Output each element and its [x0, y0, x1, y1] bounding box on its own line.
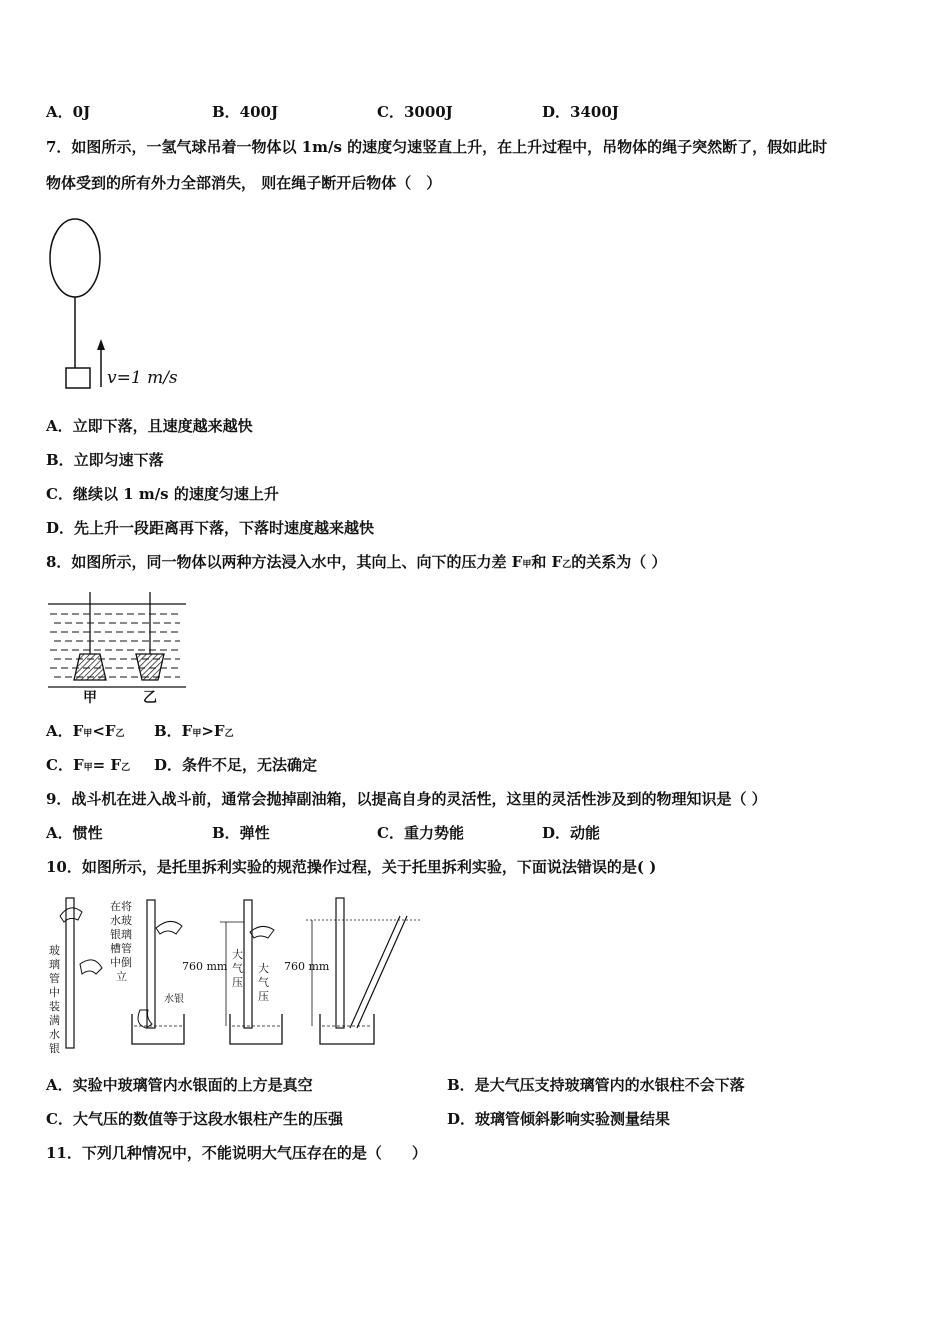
water-lines — [50, 614, 182, 677]
velocity-label: v=1 m/s — [107, 368, 178, 388]
hanging-object-box — [66, 368, 90, 388]
tube-3 — [244, 900, 252, 1028]
q9-option-a[interactable]: A．惯性 — [46, 824, 103, 842]
hand-icon-3 — [156, 921, 182, 934]
basin-4 — [320, 1014, 374, 1044]
q10-torricelli-figure — [44, 892, 424, 1057]
q6-option-c[interactable]: C．3000J — [377, 103, 453, 121]
q10-stem: 10．如图所示，是托里拆利实验的规范操作过程，关于托里拆利实验，下面说法错误的是( ) — [46, 858, 657, 876]
hand-icon-4 — [138, 1010, 152, 1028]
q6-option-d[interactable]: D．3400J — [542, 103, 619, 121]
q9-option-b[interactable]: B．弹性 — [212, 824, 270, 842]
q9-option-d[interactable]: D．动能 — [542, 824, 601, 842]
basin-3 — [230, 1014, 282, 1044]
q8-option-b[interactable]: B．F甲>F乙 — [154, 722, 234, 740]
q10-option-a[interactable]: A．实验中玻璃管内水银面的上方是真空 — [46, 1076, 313, 1094]
hand-icon — [60, 908, 82, 922]
q6-option-a[interactable]: A．0J — [46, 103, 91, 121]
q7-option-a[interactable]: A．立即下落，且速度越来越快 — [46, 417, 253, 435]
tube-4-vertical — [336, 898, 344, 1028]
hand-icon-5 — [250, 926, 274, 938]
q7-option-b[interactable]: B．立即匀速下落 — [46, 451, 164, 469]
tube-1 — [66, 898, 74, 1048]
q9-option-c[interactable]: C．重力势能 — [377, 824, 464, 842]
tube-4-tilted — [357, 916, 407, 1028]
label-fill-text: 玻璃管中装满水银 — [49, 944, 60, 1055]
label-jia: 甲 — [83, 690, 97, 705]
label-invert-text: 在将水玻银璃槽管中倒立 — [110, 900, 132, 983]
label-760mm-1: 760 mm — [182, 960, 228, 973]
label-yi: 乙 — [143, 690, 157, 705]
q7-balloon-figure — [46, 215, 196, 395]
q10-option-d[interactable]: D．玻璃管倾斜影响实验测量结果 — [447, 1110, 671, 1128]
tube-2 — [147, 900, 155, 1028]
q10-option-b[interactable]: B．是大气压支持玻璃管内的水银柱不会下落 — [447, 1076, 745, 1094]
q10-option-c[interactable]: C．大气压的数值等于这段水银柱产生的压强 — [46, 1110, 343, 1128]
label-mercury: 水银 — [164, 994, 184, 1005]
q8-option-c[interactable]: C．F甲= F乙 — [46, 756, 131, 774]
q8-stem: 8．如图所示，同一物体以两种方法浸入水中，其向上、向下的压力差 F甲和 F乙的关系为（ ） — [46, 553, 667, 571]
q8-water-figure — [46, 590, 191, 705]
q8-option-a[interactable]: A．F甲<F乙 — [46, 722, 125, 740]
velocity-arrowhead — [97, 339, 105, 350]
object-jia — [74, 654, 106, 680]
q7-stem-line1: 7．如图所示，一氢气球吊着一物体以 1m/s 的速度匀速竖直上升，在上升过程中，吊物体的绳子突然断了，假如此时 — [46, 138, 828, 156]
q11-stem: 11．下列几种情况中，不能说明大气压存在的是（ ） — [46, 1144, 427, 1162]
q7-option-d[interactable]: D．先上升一段距离再下落，下落时速度越来越快 — [46, 519, 375, 537]
q6-option-b[interactable]: B．400J — [212, 103, 279, 121]
q7-option-c[interactable]: C．继续以 1 m/s 的速度匀速上升 — [46, 485, 279, 503]
label-atm-1: 大气压 — [232, 948, 243, 989]
q8-option-d[interactable]: D．条件不足，无法确定 — [154, 756, 318, 774]
object-yi — [136, 654, 164, 680]
balloon-shape — [50, 219, 100, 297]
basin-2 — [132, 1014, 184, 1044]
label-atm-2: 大气压 — [258, 962, 269, 1003]
label-760mm-2: 760 mm — [284, 960, 330, 973]
q7-stem-line2: 物体受到的所有外力全部消失， 则在绳子断开后物体（ ） — [46, 174, 442, 192]
q9-stem: 9．战斗机在进入战斗前，通常会抛掉副油箱，以提高自身的灵活性，这里的灵活性涉及到的物理知识是（ ） — [46, 790, 767, 808]
hand-icon-2 — [80, 960, 102, 974]
